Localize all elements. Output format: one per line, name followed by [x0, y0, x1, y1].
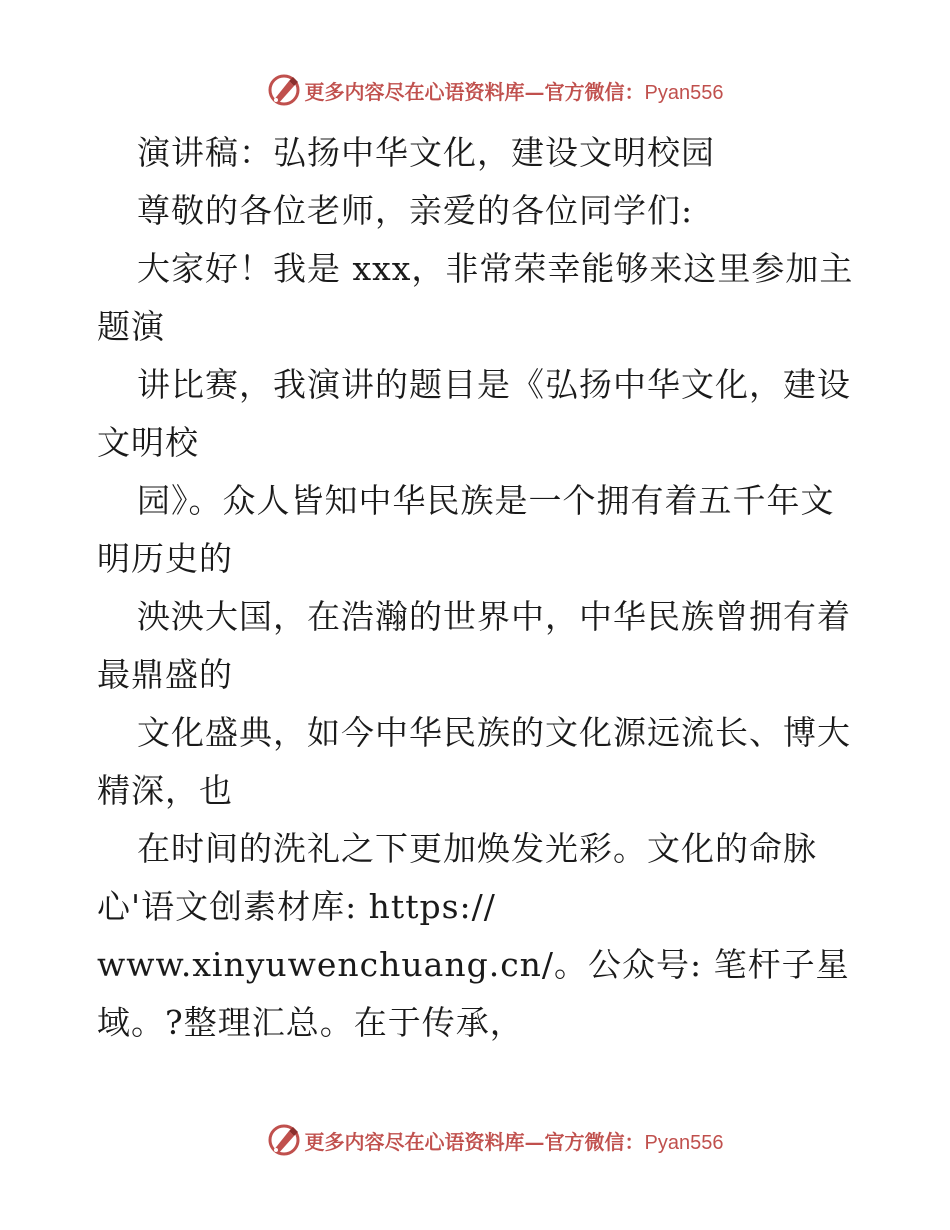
doc-line: 精深，也	[97, 771, 233, 810]
header-banner-text: 更多内容尽在心语资料库—官方微信：Pyan556	[304, 79, 724, 104]
header-banner-content	[267, 73, 724, 107]
doc-line: 心'语文创素材库: https://	[97, 887, 496, 926]
doc-line: www.xinyuwenchuang.cn/。公众号: 笔杆子星	[97, 945, 850, 984]
footer-banner-text: 更多内容尽在心语资料库—官方微信：Pyan556	[304, 1129, 724, 1154]
doc-line: 文化盛典，如今中华民族的文化源远流长、博大	[137, 713, 851, 752]
doc-line: 最鼎盛的	[97, 655, 233, 694]
doc-line: 讲比赛，我演讲的题目是《弘扬中华文化，建设	[137, 365, 851, 404]
header-banner-account: Pyan556	[644, 81, 724, 104]
doc-title: 演讲稿：弘扬中华文化，建设文明校园	[137, 133, 715, 172]
footer-banner-account: Pyan556	[644, 1131, 724, 1154]
doc-line: 明历史的	[97, 539, 233, 578]
doc-line: 题演	[97, 307, 165, 346]
doc-line: 在时间的洗礼之下更加焕发光彩。文化的命脉	[137, 829, 817, 868]
pen-logo-icon	[267, 73, 301, 107]
pen-logo-icon	[267, 1123, 301, 1157]
footer-banner	[0, 1120, 950, 1160]
header-banner	[0, 70, 950, 110]
document-body	[97, 124, 857, 1052]
doc-line: 域。?整理汇总。在于传承，	[97, 1003, 524, 1042]
footer-banner-content	[267, 1123, 724, 1157]
doc-line: 泱泱大国，在浩瀚的世界中，中华民族曾拥有着	[137, 597, 851, 636]
doc-greeting: 尊敬的各位老师，亲爱的各位同学们:	[137, 191, 694, 230]
doc-line: 园》。众人皆知中华民族是一个拥有着五千年文	[137, 481, 835, 520]
doc-line: 文明校	[97, 423, 199, 462]
doc-line: 大家好！我是 xxx，非常荣幸能够来这里参加主	[137, 249, 854, 288]
